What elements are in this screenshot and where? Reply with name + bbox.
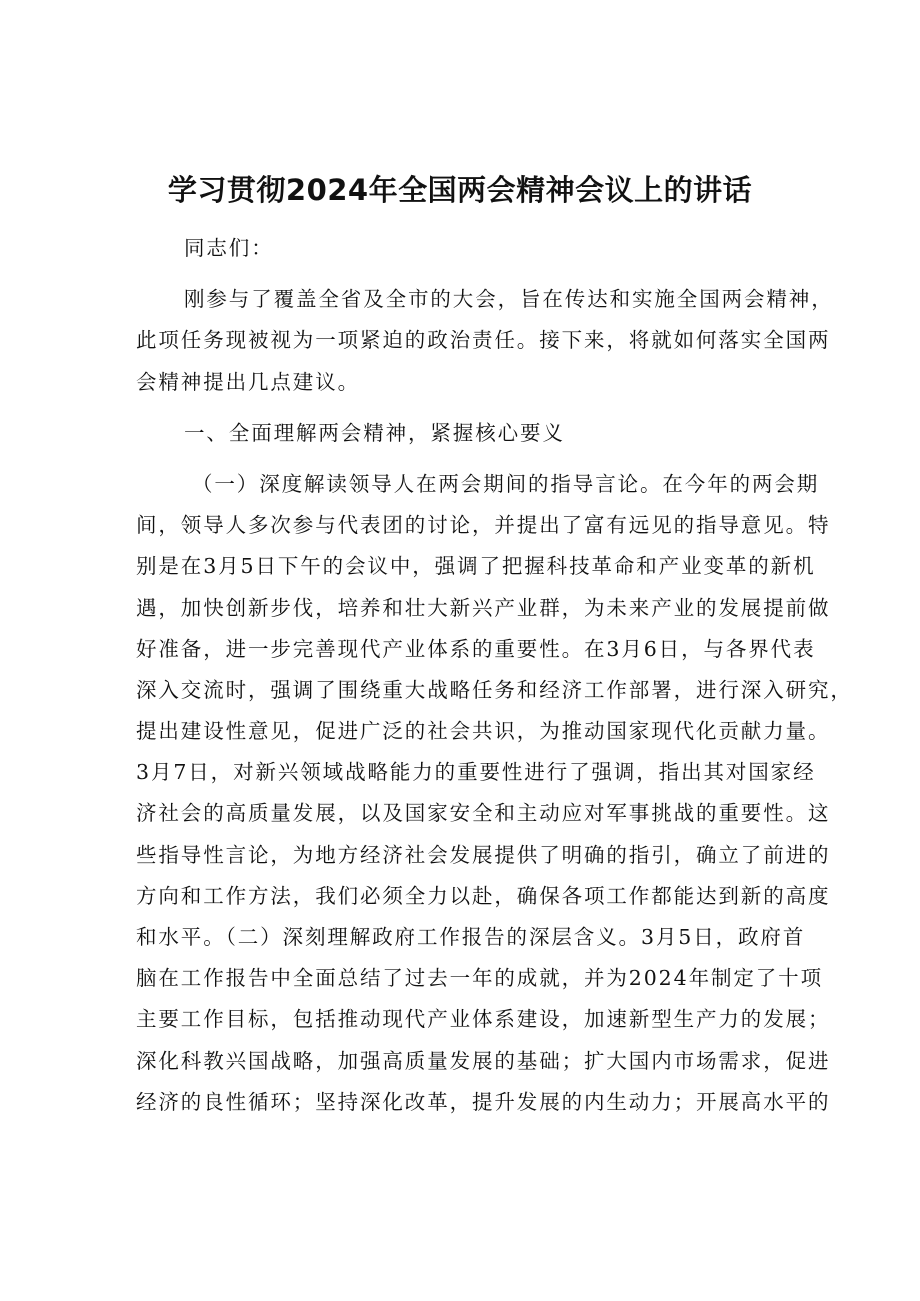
text-line: 好准备，进一步完善现代产业体系的重要性。在3月6日，与各界代表 [136,636,816,661]
paragraph-2 [136,464,853,1123]
text-line: 主要工作目标，包括推动现代产业体系建设，加速新型生产力的发展； [136,1007,831,1032]
text-line: 方向和工作方法，我们必须全力以赴，确保各项工作都能达到新的高度 [136,883,831,908]
text-line: 深入交流时，强调了围绕重大战略任务和经济工作部署，进行深入研究， [136,677,853,702]
text-line: 些指导性言论，为地方经济社会发展提供了明确的指引，确立了前进的 [136,842,831,867]
document-title: 学习贯彻2024年全国两会精神会议上的讲话 [167,173,753,207]
text-line: 脑在工作报告中全面总结了过去一年的成就，并为2024年制定了十项 [136,966,823,991]
text-line: 和水平。（二）深刻理解政府工作报告的深层含义。3月5日，政府首 [136,925,806,949]
text-line: 济社会的高质量发展，以及国家安全和主动应对军事挑战的重要性。这 [136,801,831,826]
paragraph-1 [136,279,834,403]
text-line: 会精神提出几点建议。 [136,369,360,394]
text-line: 3月7日，对新兴领域战略能力的重要性进行了强调，指出其对国家经 [136,760,816,785]
text-line: 别是在3月5日下午的会议中，强调了把握科技革命和产业变革的新机 [136,554,816,579]
section-heading: 一、全面理解两会精神，紧握核心要义 [184,420,565,445]
salutation: 同志们： [184,236,274,260]
text-line: 间，领导人多次参与代表团的讨论，并提出了富有远见的指导意见。特 [136,513,831,538]
text-line: 遇，加快创新步伐，培养和壮大新兴产业群，为未来产业的发展提前做 [136,595,831,620]
text-line: 深化科教兴国战略，加强高质量发展的基础；扩大国内市场需求，促进 [136,1048,831,1073]
text-line: 刚参与了覆盖全省及全市的大会，旨在传达和实施全国两会精神， [184,287,834,312]
text-line: （一）深度解读领导人在两会期间的指导言论。在今年的两会期 [192,471,820,496]
document-body [136,228,853,1123]
text-line: 提出建设性意见，促进广泛的社会共识，为推动国家现代化贡献力量。 [136,719,831,744]
text-line: 经济的良性循环；坚持深化改革，提升发展的内生动力；开展高水平的 [136,1089,831,1114]
text-line: 此项任务现被视为一项紧迫的政治责任。接下来，将就如何落实全国两 [136,328,831,353]
